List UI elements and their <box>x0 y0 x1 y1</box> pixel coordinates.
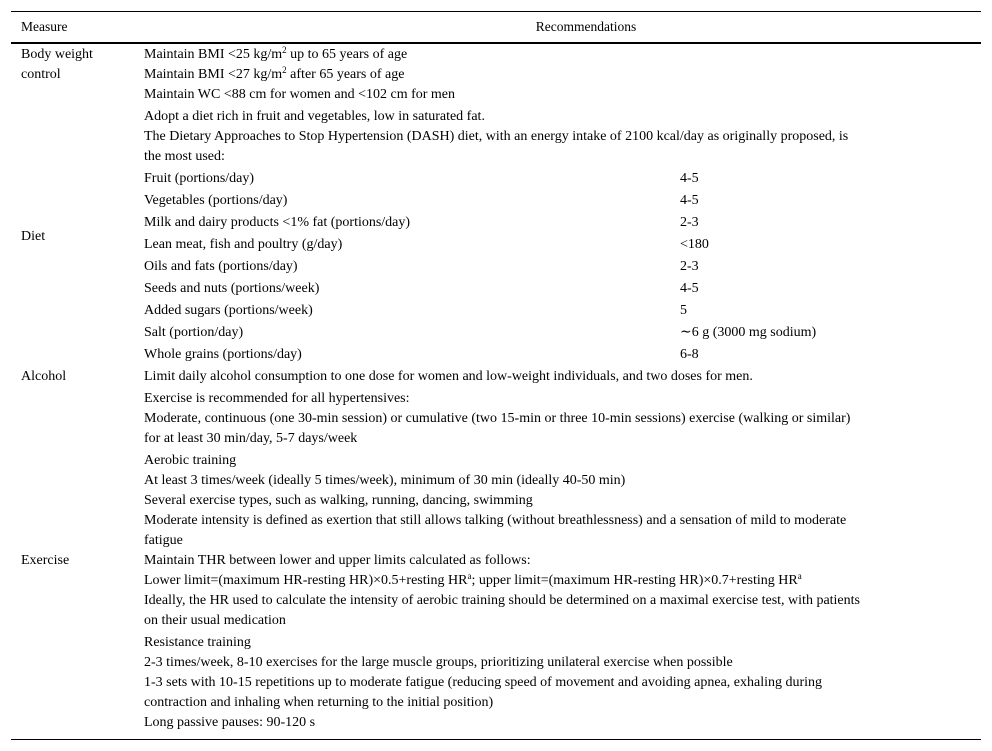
measure-exercise: Exercise <box>21 553 70 568</box>
diet-item-label: Vegetables (portions/day) <box>144 193 288 208</box>
exercise-line: 1-3 sets with 10-15 repetitions up to moderate fatigue (reducing speed of movement and avoiding apnea, exhaling during <box>144 675 823 690</box>
exercise-line: on their usual medication <box>144 613 286 628</box>
diet-item-label: Seeds and nuts (portions/week) <box>144 281 320 296</box>
diet-item-value: 4-5 <box>680 171 699 186</box>
diet-item-label: Fruit (portions/day) <box>144 171 255 186</box>
exercise-line: Moderate intensity is defined as exertion that still allows talking (without breathlessness) and a sensation of mild to moderate <box>144 513 847 528</box>
exercise-line: Moderate, continuous (one 30-min session) or cumulative (two 15-min or three 10-min sessions) exercise (walking or similar) <box>144 411 851 426</box>
measure-body-weight-line2: control <box>21 67 61 82</box>
measure-diet: Diet <box>21 229 46 244</box>
diet-item-label: Milk and dairy products <1% fat (portions/day) <box>144 215 411 230</box>
measure-alcohol: Alcohol <box>21 369 67 384</box>
diet-item-value: 4-5 <box>680 193 699 208</box>
diet-item-value: 5 <box>680 303 687 318</box>
waist-circumference: Maintain WC <88 cm for women and <102 cm for men <box>144 87 456 102</box>
table-bottom-rule <box>11 739 981 740</box>
diet-item-label: Oils and fats (portions/day) <box>144 259 298 274</box>
diet-item-value: 2-3 <box>680 259 699 274</box>
table-top-rule <box>11 11 981 12</box>
diet-item-value: 4-5 <box>680 281 699 296</box>
column-header-measure: Measure <box>21 19 68 34</box>
exercise-line: Several exercise types, such as walking, running, dancing, swimming <box>144 493 533 508</box>
bmi-under-65: Maintain BMI <25 $kg/m^2$ up to 65 years of age <box>144 45 408 62</box>
diet-item-label: Salt (portion/day) <box>144 325 244 340</box>
exercise-line: Maintain THR between lower and upper limits calculated as follows: <box>144 553 531 568</box>
measure-body-weight-line1: Body weight <box>21 47 93 62</box>
exercise-line: At least 3 times/week (ideally 5 times/week), minimum of 30 min (ideally 40-50 min) <box>144 473 626 488</box>
diet-item-label: Whole grains (portions/day) <box>144 347 302 362</box>
exercise-line: Ideally, the HR used to calculate the intensity of aerobic training should be determined on a maximal exercise test, with patients <box>144 593 860 608</box>
diet-item-value: <180 <box>680 237 709 252</box>
exercise-line: Long passive pauses: 90-120 s <box>144 715 316 730</box>
diet-item-label: Lean meat, fish and poultry (g/day) <box>144 237 343 252</box>
exercise-line: contraction and inhaling when returning to the initial position) <box>144 695 494 710</box>
thr-formula: Lower limit=(maximum HR-resting HR)×0.5+resting $HR^a$; upper limit=(maximum HR-resting HR)×0.7+resting $HR^a$ <box>144 571 802 588</box>
aerobic-training-heading: Aerobic training <box>144 453 237 468</box>
diet-item-value: 2-3 <box>680 215 699 230</box>
dash-line1: The Dietary Approaches to Stop Hypertension (DASH) diet, with an energy intake of 2100 kcal/day as originally proposed, is <box>144 129 849 144</box>
table-header-rule <box>11 42 981 44</box>
diet-item-value: ∼6 g (3000 mg sodium) <box>680 325 817 340</box>
column-header-recommendations: Recommendations <box>535 19 637 34</box>
exercise-line: Exercise is recommended for all hypertensives: <box>144 391 410 406</box>
resistance-training-heading: Resistance training <box>144 635 251 650</box>
bmi-over-65: Maintain BMI <27 $kg/m^2$ after 65 years of age <box>144 65 405 82</box>
diet-item-label: Added sugars (portions/week) <box>144 303 313 318</box>
exercise-line: fatigue <box>144 533 183 548</box>
diet-intro: Adopt a diet rich in fruit and vegetables, low in saturated fat. <box>144 109 485 124</box>
diet-item-value: 6-8 <box>680 347 699 362</box>
exercise-line: 2-3 times/week, 8-10 exercises for the large muscle groups, prioritizing unilateral exercise when possible <box>144 655 733 670</box>
alcohol-recommendation: Limit daily alcohol consumption to one dose for women and low-weight individuals, and two doses for men. <box>144 369 753 384</box>
dash-line2: the most used: <box>144 149 225 164</box>
exercise-line: for at least 30 min/day, 5-7 days/week <box>144 431 358 446</box>
